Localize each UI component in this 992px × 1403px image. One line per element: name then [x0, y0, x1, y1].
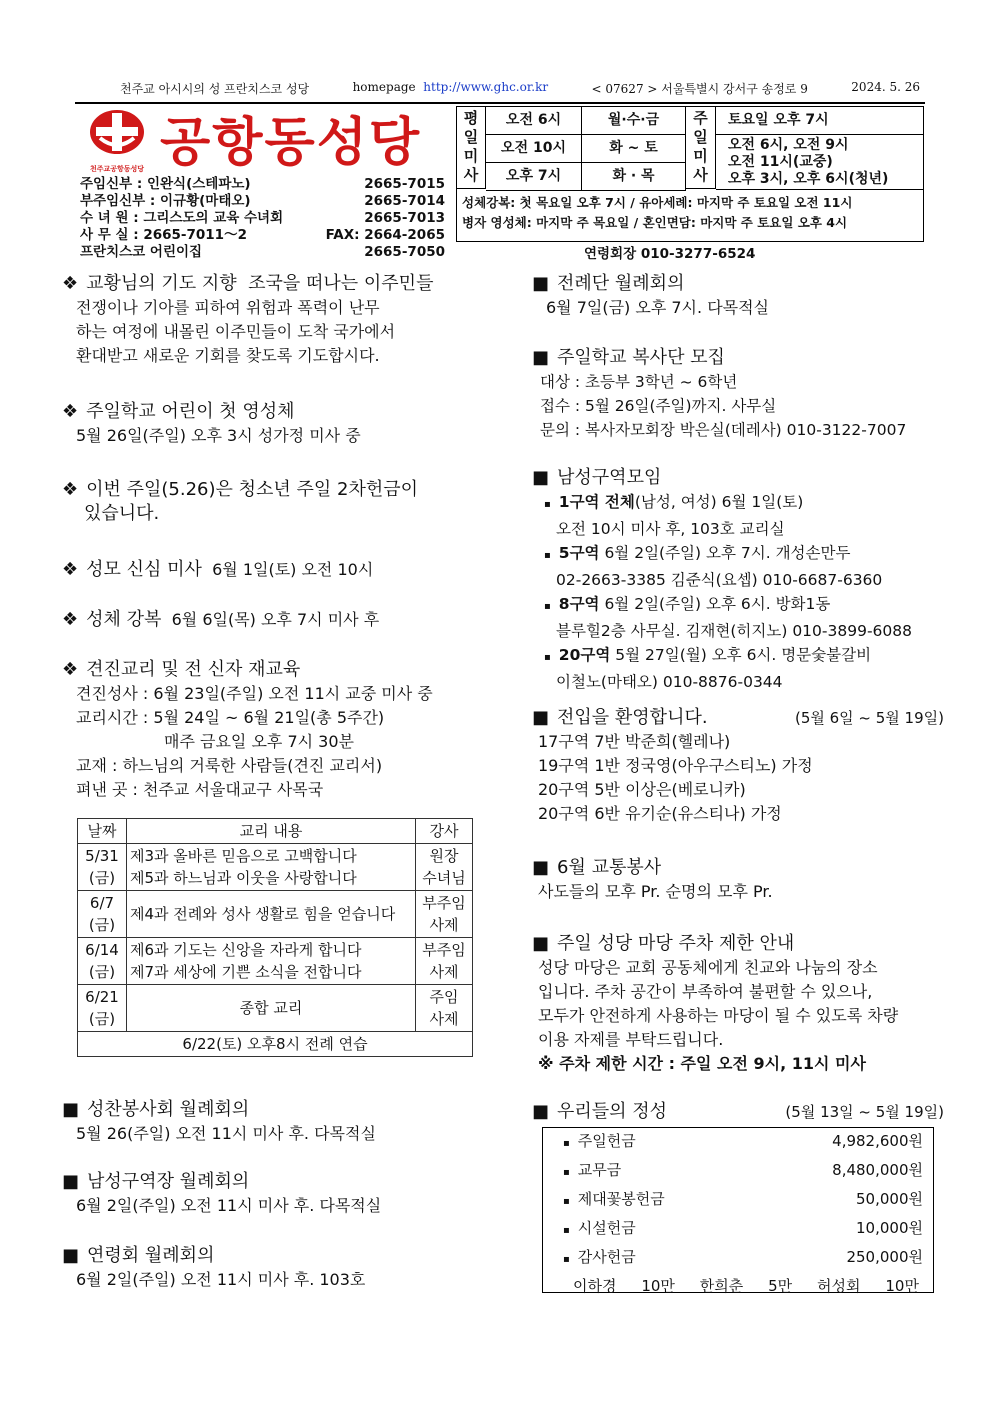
- staff-row: 부주임신부 : 이규황(마태오) 2665-7014: [80, 193, 445, 209]
- table-row: 6/21 (금) 종합 교리 주임 사제: [78, 985, 473, 1032]
- prayer-intention-section: ❖ 교황님의 기도 지향 조국을 떠나는 이주민들 전쟁이나 기아를 피하여 위험과 폭력이 난무 하는 여정에 내몰린 이주민들이 도착 국가에서 환대받고 새로운 기회를 찾도록 기도합시다.: [62, 273, 434, 365]
- donor-row: 이하경 10만 한희춘 5만 허성회 10만: [573, 1277, 919, 1295]
- district-leaders-section: ■ 남성구역장 월례회의 6월 2일(주일) 오전 11시 미사 후. 다목적실: [62, 1171, 382, 1215]
- list-item: ▪ 제대꽃봉헌금 50,000원: [563, 1190, 923, 1208]
- welcome-section: ■ 전입을 환영합니다. (5월 6일 ~ 5월 19일) 17구역 7반 박준희(헬레나) 19구역 1반 정국영(아우구스티노) 가정 20구역 5반 이상은(베로니카) 20구역 6반 유기순(유스티나) 가정: [532, 707, 944, 823]
- traffic-service-section: ■ 6월 교통봉사 사도들의 모후 Pr. 순명의 모후 Pr.: [532, 857, 773, 901]
- header-top-line: [60, 80, 920, 97]
- logo-text: 천주교공항동성당: [89, 165, 145, 173]
- eucharist-ministers-section: ■ 성찬봉사회 월례회의 5월 26(주일) 오전 11시 미사 후. 다목적실: [62, 1099, 376, 1143]
- table-row: 5/31 (금) 제3과 올바른 믿음으로 고백합니다 제5과 하느님과 이웃을 사랑합니다 원장 수녀님: [78, 844, 473, 891]
- catechism-schedule-table: [77, 818, 473, 1057]
- sunday-mass-times: 토요일 오후 7시 오전 6시, 오전 9시 오전 11시(교중) 오후 3시, 오후 6시(청년): [716, 107, 923, 190]
- weekday-mass-rows: 오전 6시 월·수·금 오전 10시 화 ~ 토 오후 7시 화 · 목: [486, 107, 686, 191]
- offerings-box: [542, 1127, 934, 1293]
- sacrament-notes: 성체강복: 첫 목요일 오후 7시 / 유아세례: 마지막 주 토요일 오전 11시 병자 영성체: 마지막 주 목요일 / 혼인면담: 마지막 주 토요일 오후 4시: [462, 195, 853, 230]
- sunday-mass-label: 주 일 미 사: [686, 107, 716, 189]
- liturgy-team-section: ■ 전례단 월례회의 6월 7일(금) 오후 7시. 다목적실: [532, 273, 770, 317]
- cross-logo-icon: [82, 108, 152, 166]
- offerings-section: ■ 우리들의 정성 (5월 13일 ~ 5월 19일): [532, 1101, 944, 1122]
- list-item: ▪ 교무금 8,480,000원: [563, 1161, 923, 1179]
- marian-mass-section: ❖ 성모 신심 미사 6월 1일(토) 오전 10시: [62, 559, 374, 580]
- staff-row: 수 녀 원 : 그리스도의 교육 수녀회 2665-7013: [80, 210, 445, 226]
- confirmation-section: ❖ 견진교리 및 전 신자 재교육 견진성사 : 6월 23일(주일) 오전 11시 교중 미사 중 교리시간 : 5월 24일 ~ 6월 21일(총 5주간) 매주 금요일 오후 7시 30분 교재 : 하느님의 거룩한 사람들(견진 교리서) 펴낸 곳 : 천주교 서울대교구 사목국: [62, 659, 433, 799]
- homepage-label: homepage: [352, 80, 416, 94]
- staff-row: 주임신부 : 인완식(스테파노) 2665-7015: [80, 176, 445, 192]
- mens-district-section: ■ 남성구역모임 ▪ 1구역 전체(남성, 여성) 6월 1일(토) 오전 10시 미사 후, 103호 교리실 ▪ 5구역 6월 2일(주일) 오후 7시. 개성손만두 02-2663-3385 김준식(요셉) 010-6687-6360 ▪ 8구역 6월 2일(주일) 오후 6시. 방화1동 블루힐2층 사무실. 김재현(히지노) 010-3899-6088 ▪ 20구역 5월 27일(월) 오후 6시. 명문숯불갈비 이철노(마태오) 010-8876-0344: [532, 467, 912, 691]
- page-title: 공항동성당: [160, 113, 422, 173]
- list-item: ▪ 감사헌금 250,000원: [563, 1248, 923, 1266]
- parking-section: ■ 주일 성당 마당 주차 제한 안내 성당 마당은 교회 공동체에게 친교와 나눔의 장소 입니다. 주차 공간이 부족하여 불편할 수 있으나, 모두가 안전하게 사용하는 마당이 될 수 있도록 차량 이용 자제를 부탁드립니다. ※ 주차 제한 시간 : 주일 오전 9시, 11시 미사: [532, 933, 899, 1073]
- staff-list: [80, 176, 445, 261]
- parish-logo: [82, 108, 152, 173]
- weekday-mass-label: 평 일 미 사: [457, 107, 486, 189]
- table-row: 6/7 (금) 제4과 전례와 성사 생활로 힘을 얻습니다 부주임 사제: [78, 891, 473, 938]
- table-row: 6/14 (금) 제6과 기도는 신앙을 자라게 합니다 제7과 세상에 기쁜 소식을 전합니다 부주임 사제: [78, 938, 473, 985]
- altar-server-section: ■ 주일학교 복사단 모집 대상 : 초등부 3학년 ~ 6학년 접수 : 5월 26일(주일)까지. 사무실 문의 : 복사자모회장 박은실(데레사) 010-3122-7007: [532, 347, 907, 439]
- staff-row: 프란치스코 어린이집 2665-7050: [80, 244, 445, 260]
- benediction-section: ❖ 성체 강복 6월 6일(목) 오후 7시 미사 후: [62, 609, 380, 630]
- bulletin-date: 2024. 5. 26: [851, 80, 920, 94]
- staff-row: 사 무 실 : 2665-7011～2 FAX: 2664-2065: [80, 227, 445, 243]
- list-item: ▪ 시설헌금 10,000원: [563, 1219, 923, 1237]
- table-header-row: 날짜 교리 내용 강사: [78, 819, 473, 844]
- address: < 07627 > 서울특별시 강서구 송정로 9: [591, 82, 808, 96]
- parish-line: 천주교 아시시의 성 프란치스코 성당: [120, 82, 310, 96]
- list-item: ▪ 주일헌금 4,982,600원: [563, 1132, 923, 1150]
- first-communion-section: ❖ 주일학교 어린이 첫 영성체 5월 26일(주일) 오후 3시 성가정 미사 중: [62, 401, 361, 445]
- funeral-society-section: ■ 연령회 월례회의 6월 2일(주일) 오전 11시 미사 후. 103호: [62, 1245, 366, 1289]
- table-footer-row: 6/22(토) 오후8시 전례 연습: [78, 1032, 473, 1057]
- funeral-contact: 연령회장 010-3277-6524: [584, 246, 756, 262]
- homepage-link[interactable]: http://www.ghc.or.kr: [423, 80, 549, 94]
- youth-sunday-section: ❖ 이번 주일(5.26)은 청소년 주일 2차헌금이 있습니다.: [62, 479, 419, 524]
